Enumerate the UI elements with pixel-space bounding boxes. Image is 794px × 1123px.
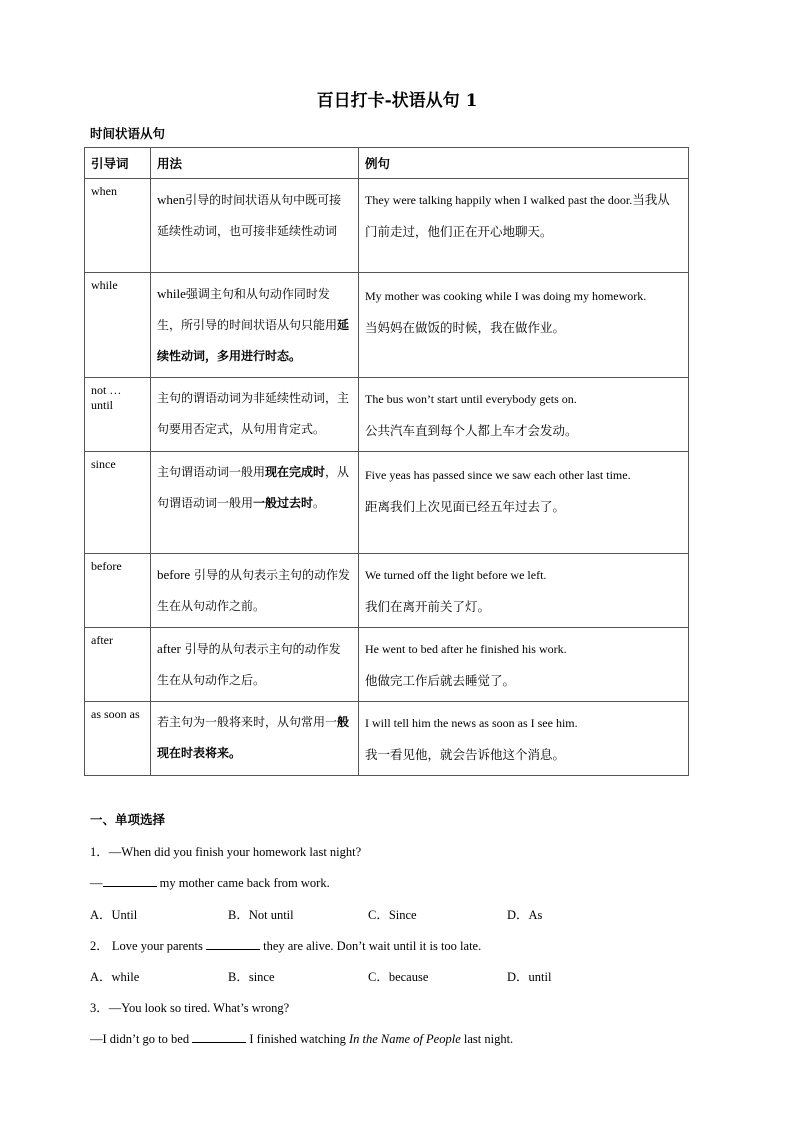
question-3: [90, 998, 289, 1016]
row-usage: when引导的时间状语从句中既可接延续性动词，也可接非延续性动词: [151, 179, 359, 273]
question-1: [90, 842, 361, 860]
question-2: 2． Love your parents they are alive. Don’t wait until it is too late.: [90, 939, 482, 953]
table-row: [85, 378, 689, 452]
answer-blank: [103, 874, 157, 887]
row-usage: before 引导的从句表示主句的动作发生在从句动作之前。: [151, 554, 359, 628]
option-a: A．Until: [90, 908, 138, 922]
row-word: as soon as: [85, 702, 151, 776]
header-example: 例句: [359, 148, 689, 179]
question-1-answer-line: — my mother came back from work.: [90, 876, 330, 890]
row-word: since: [85, 452, 151, 554]
option-c: C．Since: [368, 908, 417, 922]
table-row: [85, 702, 689, 776]
question-text: —You look so tired. What’s wrong?: [108, 1001, 290, 1015]
row-example: I will tell him the news as soon as I see him. 我一看见他，就会告诉他这个消息。: [359, 702, 689, 776]
option-b: B．since: [228, 970, 275, 984]
table-row: [85, 452, 689, 554]
row-word: when: [85, 179, 151, 273]
table-row: [85, 273, 689, 378]
section-heading: 时间状语从句: [90, 126, 166, 141]
page-title: 百日打卡-状语从句 1: [316, 91, 478, 111]
row-word: before: [85, 554, 151, 628]
option-c: C．because: [368, 970, 429, 984]
question-number: 1．: [90, 845, 109, 859]
row-word: after: [85, 628, 151, 702]
question-number: 2．: [90, 939, 109, 953]
row-word: while: [85, 273, 151, 378]
row-example: He went to bed after he finished his work. 他做完工作后就去睡觉了。: [359, 628, 689, 702]
table-row: [85, 554, 689, 628]
exercise-heading: 一、单项选择: [90, 812, 166, 827]
option-b: B．Not until: [228, 908, 294, 922]
row-example: We turned off the light before we left. 我们在离开前关了灯。: [359, 554, 689, 628]
row-usage: 若主句为一般将来时，从句常用一般现在时表将来。: [151, 702, 359, 776]
question-text: —When did you finish your homework last night?: [108, 845, 362, 859]
row-example: The bus won’t start until everybody gets on. 公共汽车直到每个人都上车才会发动。: [359, 378, 689, 452]
row-usage: after 引导的从句表示主句的动作发生在从句动作之后。: [151, 628, 359, 702]
option-d: D．As: [507, 908, 543, 922]
option-a: A．while: [90, 970, 140, 984]
row-example: They were talking happily when I walked past the door.当我从门前走过，他们正在开心地聊天。: [359, 179, 689, 273]
question-3-answer-line: —I didn’t go to bed I finished watching In the Name of People last night.: [90, 1032, 514, 1046]
header-word: 引导词: [85, 148, 151, 179]
table-row: [85, 628, 689, 702]
answer-blank: [192, 1030, 246, 1043]
table-row: [85, 179, 689, 273]
row-example: My mother was cooking while I was doing my homework. 当妈妈在做饭的时候，我在做作业。: [359, 273, 689, 378]
option-d: D．until: [507, 970, 552, 984]
row-word: not … until: [85, 378, 151, 452]
answer-blank: [206, 937, 260, 950]
table-header-row: [85, 148, 689, 179]
row-usage: 主句的谓语动词为非延续性动词，主句要用否定式，从句用肯定式。: [151, 378, 359, 452]
row-usage: while强调主句和从句动作同时发生，所引导的时间状语从句只能用延续性动词，多用进行时态。: [151, 273, 359, 378]
question-number: 3．: [90, 1001, 109, 1015]
row-usage: 主句谓语动词一般用现在完成时，从句谓语动词一般用一般过去时。: [151, 452, 359, 554]
header-usage: 用法: [151, 148, 359, 179]
grammar-table: [84, 147, 689, 776]
row-example: Five yeas has passed since we saw each other last time. 距离我们上次见面已经五年过去了。: [359, 452, 689, 554]
